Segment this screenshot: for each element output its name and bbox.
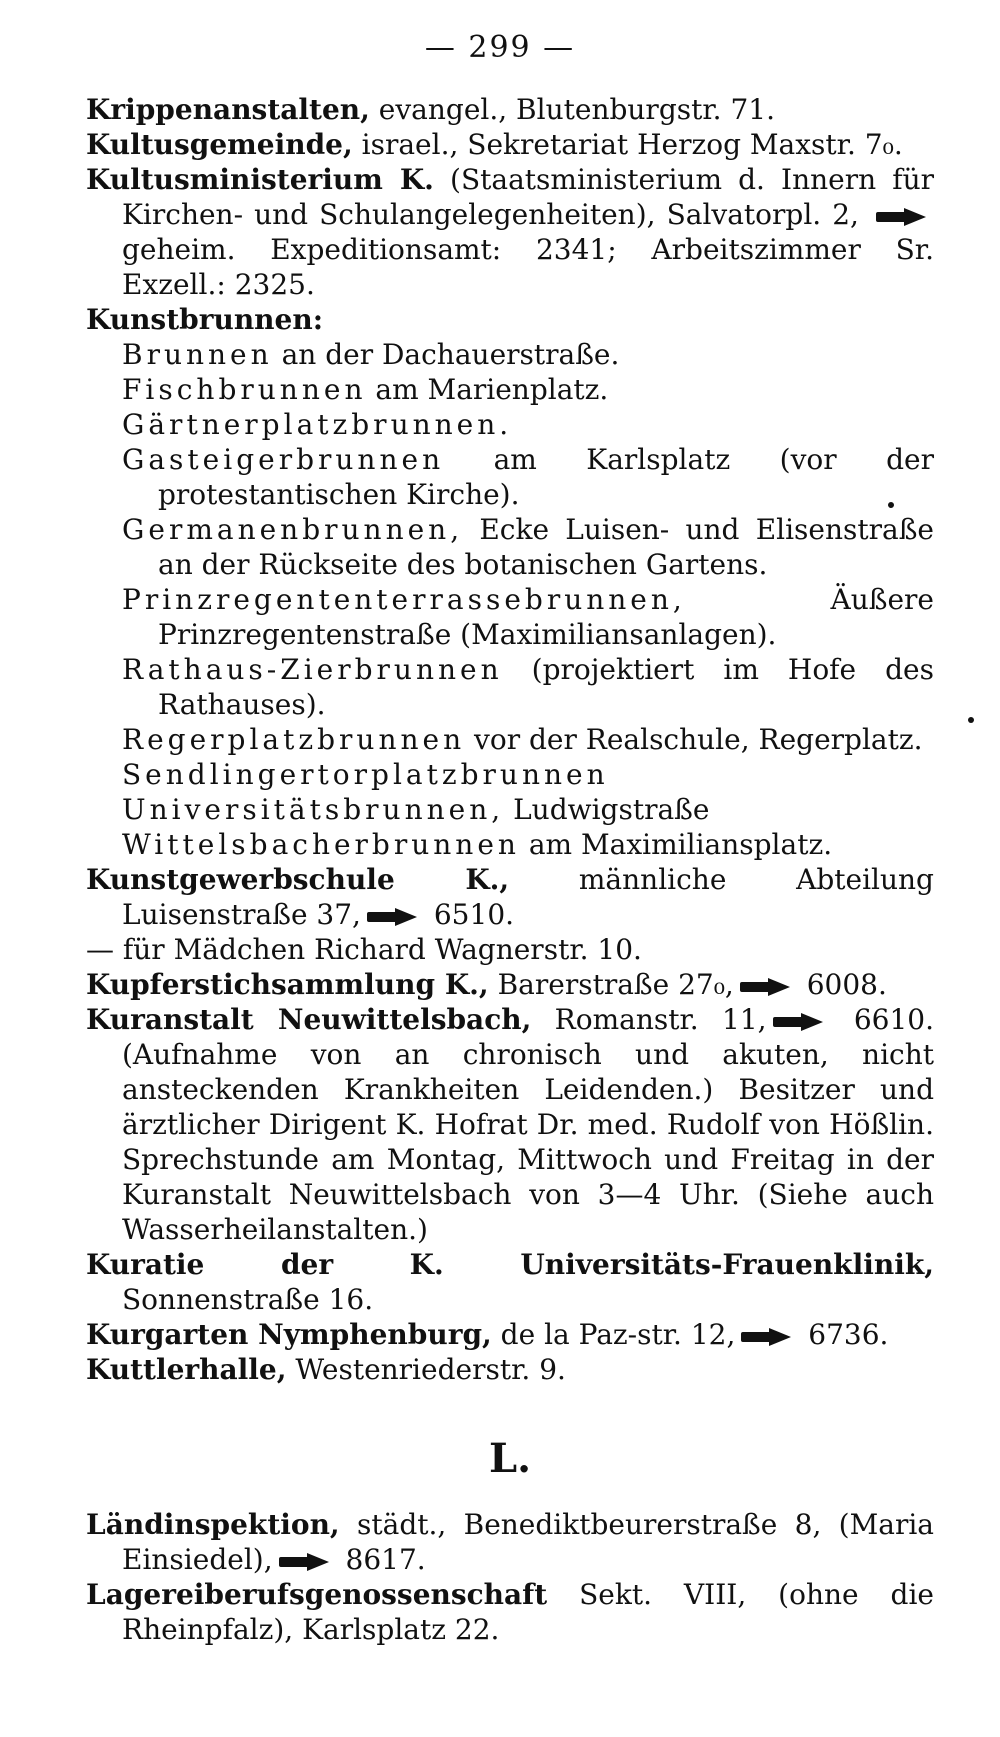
entry-text: städt., Benediktbeurerstraße 8, (Maria Einsiedel), xyxy=(122,1508,934,1576)
entry-laendinspektion xyxy=(86,1507,934,1577)
entry-text: 6736. xyxy=(799,1318,889,1351)
directory-entries xyxy=(86,92,934,1647)
list-item: Germanenbrunnen, Ecke Luisen- und Elisenstraße an der Rückseite des botanischen Gartens. xyxy=(122,513,934,581)
list-item: Wittelsbacherbrunnen am Maximiliansplatz. xyxy=(122,828,833,861)
section-letter-heading: L. xyxy=(488,1435,532,1482)
entry-kurgarten xyxy=(86,1317,934,1352)
entry-head: Kunstgewerbschule K., xyxy=(86,863,510,896)
list-item: Universitätsbrunnen, Ludwigstraße xyxy=(122,793,710,826)
entry-kultusministerium xyxy=(86,162,934,302)
list-item: Sendlingertorplatzbrunnen xyxy=(122,758,609,791)
list-item: Rathaus-Zierbrunnen (projektiert im Hofe des Rathauses). xyxy=(122,653,934,721)
entry-head: Kultusgemeinde, xyxy=(86,128,353,161)
entry-text: de la Paz-str. 12, xyxy=(491,1318,736,1351)
entry-kuttlerhalle xyxy=(86,1352,934,1387)
entry-maedchen xyxy=(86,932,934,967)
entry-head: Kuttlerhalle, xyxy=(86,1353,287,1386)
entry-text: — für Mädchen Richard Wagnerstr. 10. xyxy=(86,933,642,966)
stray-dot-mark xyxy=(968,717,974,723)
telephone-icon xyxy=(279,1553,331,1571)
list-item: Brunnen an der Dachauerstraße. xyxy=(122,338,620,371)
entry-head: Kuranstalt Neuwittelsbach, xyxy=(86,1003,532,1036)
entry-text: geheim. Expeditionsamt: 2341; Arbeitszimmer Sr. Exzell.: 2325. xyxy=(122,233,934,301)
entry-head: Krippenanstalten, xyxy=(86,93,370,126)
list-item: Gärtnerplatzbrunnen. xyxy=(122,408,513,441)
entry-head: Kultusministerium K. xyxy=(86,163,434,196)
entry-kultusgemeinde xyxy=(86,127,934,162)
entry-text: männliche Abteilung Luisenstraße 37, xyxy=(122,863,934,931)
entry-text: evangel., Blutenburgstr. 71. xyxy=(369,93,776,126)
entry-text: Barerstraße 27₀, xyxy=(488,968,734,1001)
telephone-icon xyxy=(773,1013,825,1031)
entry-lagereiberufsgenossenschaft xyxy=(86,1577,934,1647)
list-item: Fischbrunnen am Marienplatz. xyxy=(122,373,609,406)
entry-kuranstalt xyxy=(86,1002,934,1247)
entry-kunstbrunnen-head: Kunstbrunnen: xyxy=(86,303,324,336)
entry-krippenanstalten xyxy=(86,92,934,127)
stray-dot-mark xyxy=(888,502,894,508)
list-item: Gasteigerbrunnen am Karlsplatz (vor der protestantischen Kirche). xyxy=(122,443,934,511)
entry-text: Sonnenstraße 16. xyxy=(122,1283,374,1316)
entry-kunstgewerbschule xyxy=(86,862,934,932)
entry-text: Romanstr. 11, xyxy=(531,1003,767,1036)
telephone-icon xyxy=(367,908,419,926)
entry-text: Sekt. VIII, (ohne die Rheinpfalz), Karlsplatz 22. xyxy=(122,1578,934,1646)
list-item: Prinzregententerrassebrunnen, Äußere Prinzregentenstraße (Maximiliansanlagen). xyxy=(122,583,934,651)
entry-head: Kupferstichsammlung K., xyxy=(86,968,489,1001)
entry-text: 6008. xyxy=(797,968,887,1001)
telephone-icon xyxy=(741,1328,793,1346)
page-number: — 299 — xyxy=(424,30,576,65)
entry-head: Ländinspektion, xyxy=(86,1508,340,1541)
kunstbrunnen-list xyxy=(86,337,934,862)
entry-text: Westenriederstr. 9. xyxy=(286,1353,566,1386)
entry-text: (Staatsministerium d. Innern für Kirchen- und Schulangelegenheiten), Salvatorpl. 2, xyxy=(122,163,934,231)
entry-kupferstichsammlung xyxy=(86,967,934,1002)
list-item: Regerplatzbrunnen vor der Realschule, Regerplatz. xyxy=(122,723,923,756)
entry-head: Kurgarten Nymphenburg, xyxy=(86,1318,492,1351)
entry-text: 6510. xyxy=(424,898,515,931)
telephone-icon xyxy=(876,208,928,226)
entry-text: 6610. (Aufnahme von an chronisch und akuten, nicht ansteckenden Krankheiten Leidenden.) Besitzer und ärztlicher Dirigent K. Hofrat Dr. med. Rudolf von Hößlin. Sprechstunde am Montag, Mittwoch und Freitag in der Kuranstalt Neuwittelsbach von 3—4 Uhr. (Siehe auch Wasserheilanstalten.) xyxy=(122,1003,935,1246)
entry-text: israel., Sekretariat Herzog Maxstr. 7₀. xyxy=(352,128,903,161)
telephone-icon xyxy=(740,978,792,996)
entry-kuratie xyxy=(86,1247,934,1317)
entry-text: 8617. xyxy=(336,1543,426,1576)
entry-head: Lagereiberufsgenossenschaft xyxy=(86,1578,548,1611)
entry-head: Kuratie der K. Universitäts-Frauenklinik, xyxy=(86,1248,934,1281)
